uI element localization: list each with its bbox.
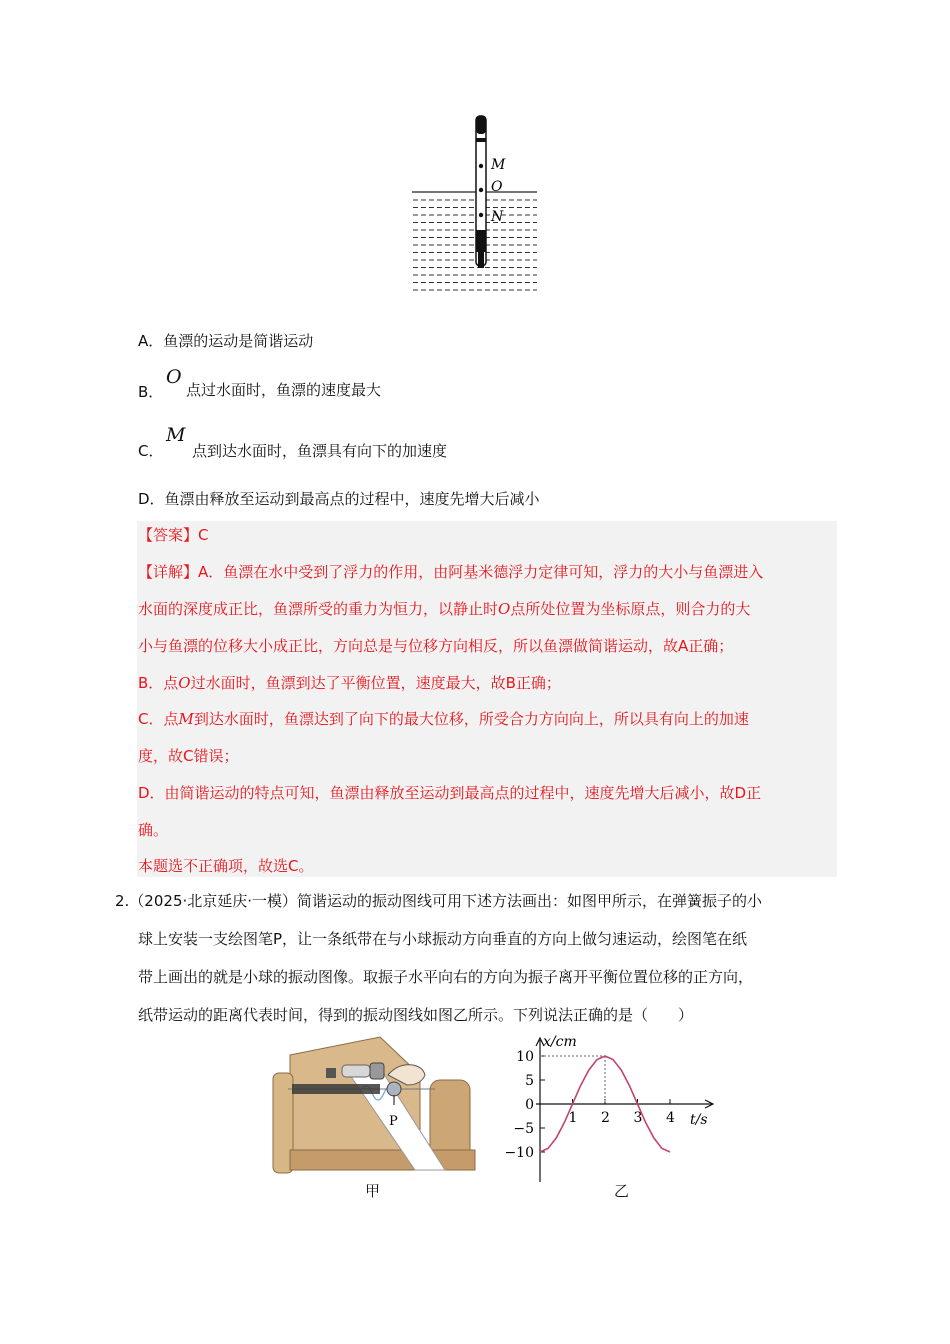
option-b-text: 点过水面时，鱼漂的速度最大 [186, 381, 382, 399]
point-o [479, 188, 483, 192]
y-axis-label: x/cm [543, 1034, 577, 1050]
float-body [476, 116, 486, 268]
option-c-text: 点到达水面时，鱼漂具有向下的加速度 [192, 442, 448, 460]
x-tick-label: 2 [601, 1110, 610, 1126]
question-2-line-2: 球上安装一支绘图笔P，让一条纸带在与小球振动方向垂直的方向上做匀速运动，绘图笔在纸 [138, 930, 748, 948]
vibration-chart [500, 1032, 725, 1192]
label-n: N [491, 209, 504, 225]
x-tick-label: 4 [666, 1110, 675, 1126]
caption-jia: 甲 [365, 1182, 381, 1200]
y-tick-label: 0 [525, 1097, 534, 1113]
x-tick-label: 3 [633, 1110, 643, 1126]
symbol-o: O [178, 674, 191, 692]
option-c-label: C． [138, 442, 164, 460]
x-tick-label: 1 [568, 1110, 578, 1126]
question-2-line-1: 2.（2025·北京延庆·一模）简谐运动的振动图线可用下述方法画出：如图甲所示，在弹簧振子的小 [115, 892, 763, 910]
explanation-line-6: 度，故C错误； [138, 747, 239, 765]
explanation-line-2: 水面的深度成正比，鱼漂所受的重力为恒力，以静止时O点所处位置为坐标原点，则合力的大 [138, 600, 751, 618]
y-tick-label: 5 [525, 1073, 534, 1089]
y-tick-label: 10 [516, 1049, 534, 1065]
explanation-line-5: C．点M到达水面时，鱼漂达到了向下的最大位移，所受合力方向向上，所以具有向上的加速 [138, 710, 749, 728]
point-n [479, 213, 483, 217]
question-2-line-3: 带上画出的就是小球的振动图像。取振子水平向右的方向为振子离开平衡位置位移的正方向， [138, 968, 754, 986]
explanation-line-7: D．由简谐运动的特点可知，鱼漂由释放至运动到最高点的过程中，速度先增大后减小，故D正 [138, 784, 762, 802]
point-m [479, 164, 483, 168]
explanation-conclusion: 本题选不正确项，故选C。 [138, 857, 314, 875]
explanation-line-4: B．点O过水面时，鱼漂到达了平衡位置，速度最大，故B正确； [138, 674, 561, 692]
x-axis-label: t/s [690, 1112, 708, 1128]
label-o: O [491, 179, 503, 195]
float-figure [405, 110, 545, 295]
symbol-m: M [178, 710, 194, 728]
option-b-label: B． [138, 383, 164, 401]
explanation-line-1: 【详解】A．鱼漂在水中受到了浮力的作用，由阿基米德浮力定律可知，浮力的大小与鱼漂进入 [138, 563, 764, 581]
option-b [138, 367, 538, 407]
explanation-line-8: 确。 [138, 821, 169, 839]
explanation-line-3: 小与鱼漂的位移大小成正比，方向总是与位移方向相反，所以鱼漂做简谐运动，故A正确； [138, 637, 734, 655]
label-m: M [491, 157, 506, 173]
option-b-symbol: O [166, 366, 182, 388]
question-2-line-4: 纸带运动的距离代表时间，得到的振动图线如图乙所示。下列说法正确的是（ ） [138, 1006, 694, 1024]
symbol-o: O [498, 600, 511, 618]
option-c-symbol: M [166, 424, 186, 446]
y-tick-label: −10 [504, 1145, 534, 1161]
label-p: P [389, 1114, 398, 1129]
caption-yi: 乙 [614, 1182, 630, 1200]
answer-line: 【答案】C [138, 526, 209, 544]
y-tick-label: −5 [513, 1121, 534, 1137]
option-a: A．鱼漂的运动是简谐运动 [138, 332, 314, 350]
option-c [138, 425, 538, 465]
water-dashes [413, 200, 537, 290]
option-d: D．鱼漂由释放至运动到最高点的过程中，速度先增大后减小 [138, 490, 540, 508]
